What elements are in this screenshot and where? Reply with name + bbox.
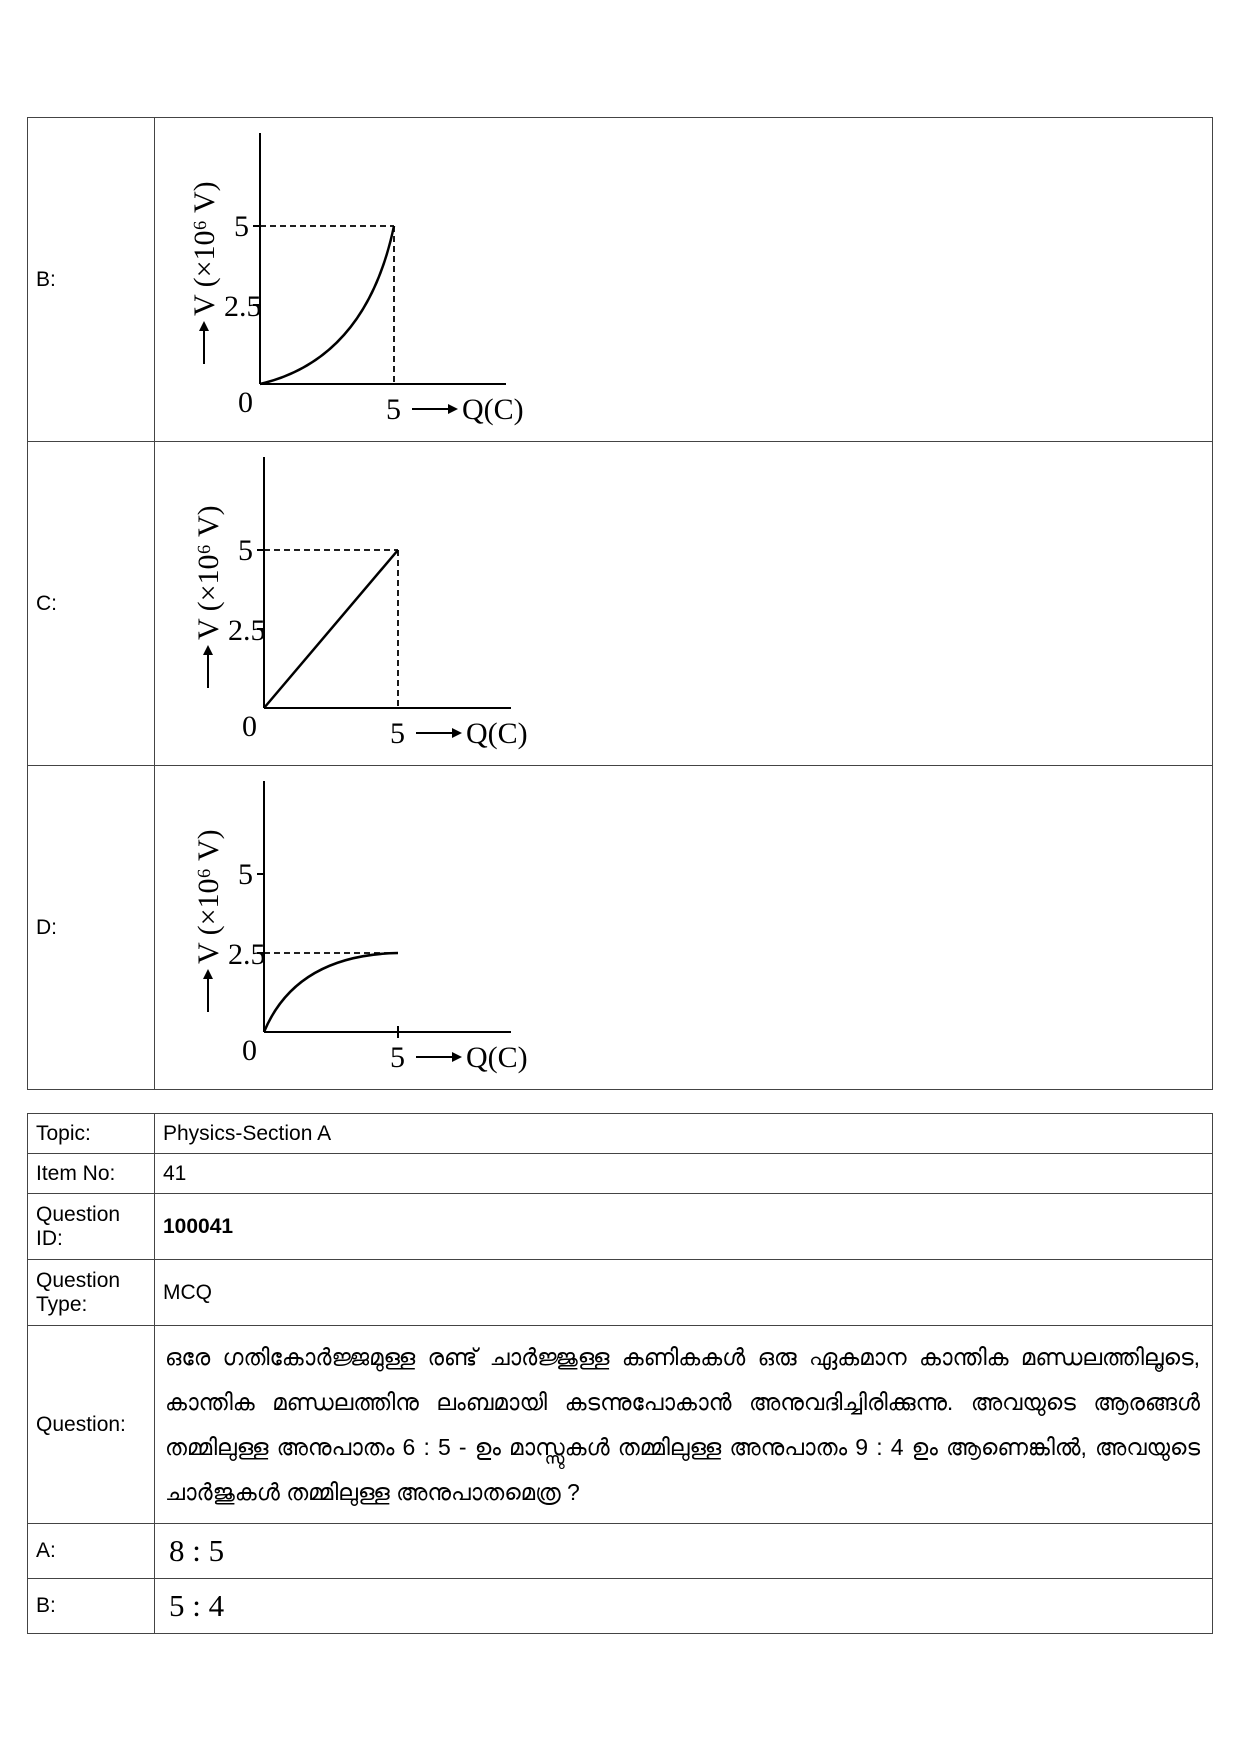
curve	[264, 550, 398, 708]
x-arrow-icon	[452, 1052, 462, 1062]
curve	[260, 226, 394, 384]
answer-row	[28, 1579, 1213, 1634]
y-tick-label: 5	[234, 210, 249, 243]
question-type-value: MCQ	[155, 1260, 1213, 1326]
y-arrow-icon	[199, 321, 209, 331]
question-type-label: Question Type:	[28, 1260, 155, 1326]
x-tick-label: 5	[386, 393, 401, 426]
topic-value: Physics-Section A	[155, 1114, 1213, 1154]
option-row	[28, 118, 1213, 442]
question-type-row	[28, 1260, 1213, 1326]
option-graph-cell	[155, 118, 1213, 442]
option-a-value: 8 : 5	[155, 1524, 1213, 1579]
option-b-value: 5 : 4	[155, 1579, 1213, 1634]
option-row	[28, 766, 1213, 1090]
curve	[264, 953, 398, 1032]
graph-d	[156, 767, 576, 1088]
topic-label: Topic:	[28, 1114, 155, 1154]
item-no-label: Item No:	[28, 1154, 155, 1194]
origin-label: 0	[242, 1034, 257, 1067]
item-row	[28, 1154, 1213, 1194]
y-axis-label: V (×10⁶ V)	[188, 181, 221, 316]
y-tick-label: 2.5	[228, 614, 266, 647]
question-label: Question:	[28, 1326, 155, 1524]
option-row	[28, 442, 1213, 766]
y-arrow-icon	[203, 645, 213, 655]
y-tick-label: 5	[238, 858, 253, 891]
y-tick-label: 2.5	[228, 938, 266, 971]
item-no-value: 41	[155, 1154, 1213, 1194]
question-text: ഒരേ ഗതികോർജ്ജമുള്ള രണ്ട് ചാർജ്ജുള്ള കണികകൾ ഒരു ഏകമാന കാന്തിക മണ്ഡലത്തിലൂടെ, കാന്തിക മണ്ഡലത്തിനു ലംബമായി കടന്നുപോകാൻ അനുവദിച്ചിരിക്കുന്നു. അവയുടെ ആരങ്ങൾ തമ്മിലുള്ള അനുപാതം 6 : 5 - ഉം മാസ്സുകൾ തമ്മിലുള്ള അനുപാതം 9 : 4 ഉം ആണെങ്കിൽ, അവയുടെ ചാർജുകൾ തമ്മിലുള്ള അനുപാതമെത്ര ?	[155, 1326, 1213, 1524]
option-graph-cell	[155, 766, 1213, 1090]
x-arrow-icon	[448, 404, 458, 414]
options-table	[27, 117, 1213, 1090]
question-row	[28, 1326, 1213, 1524]
x-axis-label: Q(C)	[466, 1041, 528, 1074]
option-label: C:	[28, 442, 155, 766]
question-meta-table	[27, 1113, 1213, 1634]
option-a-label: A:	[28, 1524, 155, 1579]
x-tick-label: 5	[390, 717, 405, 750]
topic-row	[28, 1114, 1213, 1154]
option-b-label: B:	[28, 1579, 155, 1634]
origin-label: 0	[242, 710, 257, 743]
origin-label: 0	[238, 386, 253, 419]
option-label: B:	[28, 118, 155, 442]
graph-b	[156, 119, 576, 440]
question-id-label: Question ID:	[28, 1194, 155, 1260]
question-id-value: 100041	[155, 1194, 1213, 1260]
question-id-row	[28, 1194, 1213, 1260]
x-axis-label: Q(C)	[462, 393, 524, 426]
option-graph-cell	[155, 442, 1213, 766]
x-arrow-icon	[452, 728, 462, 738]
y-axis-label: V (×10⁶ V)	[192, 829, 225, 964]
x-axis-label: Q(C)	[466, 717, 528, 750]
y-arrow-icon	[203, 969, 213, 979]
y-tick-label: 2.5	[224, 290, 262, 323]
y-tick-label: 5	[238, 534, 253, 567]
x-tick-label: 5	[390, 1041, 405, 1074]
graph-c	[156, 443, 576, 764]
y-axis-label: V (×10⁶ V)	[192, 505, 225, 640]
answer-row	[28, 1524, 1213, 1579]
option-label: D:	[28, 766, 155, 1090]
